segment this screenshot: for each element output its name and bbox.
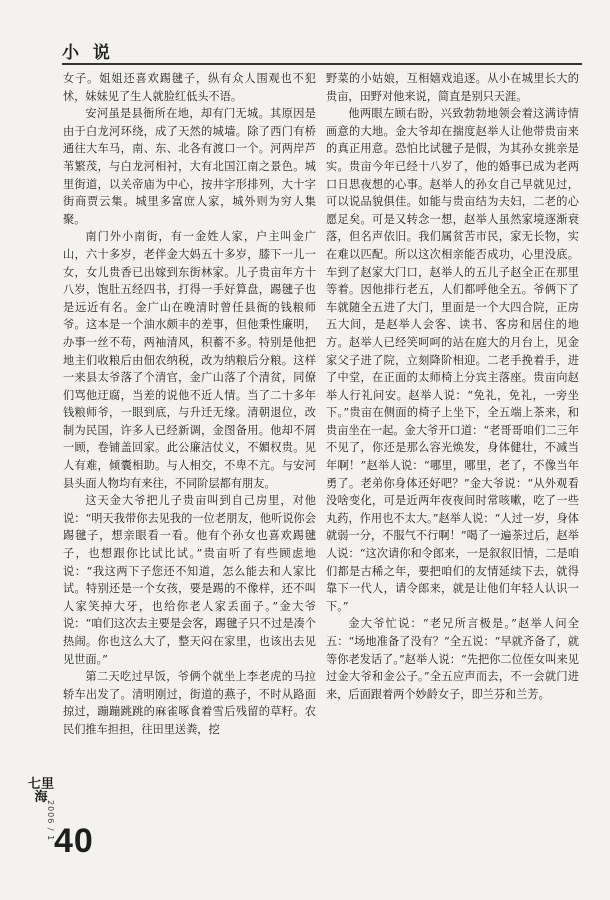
paragraph: 金大爷忙说：“老兄所言极是。”赵举人问全五：“场地准备了没有？”全五说：“早就齐备了，就等你老发话了。”赵举人说：“先把你二位侄女叫来见过金大爷和金公子。”全五应声而去，不一会就门进来，后面跟着两个妙龄女子，即兰芬和兰芳。 — [326, 617, 579, 701]
issue-label: 2006 / 1 — [46, 800, 55, 842]
paragraph: 野菜的小姑娘，互相嬉戏追逐。从小在城里长大的贵亩，田野对他来说，简直是别只天涯。 — [326, 72, 579, 103]
paragraph: 女子。姐姐还喜欢踢毽子，纵有众人围观也不犯怵，妹妹见了生人就脸红低头不语。 — [63, 72, 316, 103]
header-divider — [62, 63, 582, 65]
magazine-brand: 七里海 — [28, 777, 55, 805]
paragraph: 安河虽是县衙所在地，却有门无城。其原因是由于白龙河环绕，成了天然的城墙。除了西门有桥通往大车马，南、东、北各有渡口一个。河两岸芦苇繁茂，与白龙河相衬，大有北国江南之景色。城里街道，以关帝庙为中心，按井字形排列，大十字街商贾云集。城里多富庶人家，城外则为穷人集聚。 — [63, 107, 316, 226]
paragraph: 南门外小南街，有一金姓人家，户主叫金广山，六十多岁，老伴金大妈五十多岁，膝下一儿一女，女儿贵香已出嫁到东街林家。儿子贵亩年方十八岁，饱肚五经四书，打得一手好算盘，踢毽子也是远近有名。金广山在晚清时曾任县衙的钱粮师爷。这本是一个油水颇丰的差事，但他秉性廉明，办事一丝不苟，两袖清风，积蓄不多。特别是他把地主们收粮后由佃农纳税，改为纳粮后分粮。这样一来县太爷落了个清官，金广山落了个清贫，同僚们骂他迂腐，当差的说他不近人情。当了二十多年钱粮师爷，一眼到底，与升迁无缘。清朝退位，改制为民国，许多人已经新调，金图备用。他却不屑一顾，卷铺盖回家。此公廉洁仗义，不媚权贵。见人有难，倾囊相助。与人相交，不卑不亢。与安河县头面人物均有来往，不同阶层都有朋友。 — [63, 230, 316, 490]
section-title: 小 说 — [62, 43, 114, 63]
left-column — [63, 70, 316, 850]
paragraph: 这天金大爷把儿子贵亩叫到自己房里，对他说：“明天我带你去见我的一位老朋友，他听说你会踢毽子，想亲眼看一看。他有个孙女也喜欢踢毽子，也想跟你比试比试。”贵亩听了有些顾虑地说：“我这两下子您还不知道，怎么能去和人家比试。特别还是一个女孩，要是踢的不像样，还不叫人家笑掉大牙，也给你老人家丢面子。”金大爷说：“咱们这次去主要是会客，踢毽子只不过是凑个热闹。你也这么大了，整天闷在家里，也该出去见见世面。” — [63, 494, 316, 666]
paragraph: 第二天吃过早饭，爷俩个就坐上李老虎的马拉轿车出发了。清明刚过，街道的燕子，不时从路面掠过，蹦蹦跳跳的麻雀啄食着雪后残留的草籽。农民们推车担担，往田里送粪，挖 — [63, 670, 316, 736]
paragraph: 他两眼左顾右盼，兴致勃勃地领会着这满诗情画意的大地。金大爷却在揣度赵举人让他带贵亩来的真正用意。恐怕比试毽子是假，为其孙女挑亲是实。贵亩今年已经十八岁了，他的婚事已成为老两口日思夜想的心事。赵举人的孙女自己早就见过，可以说品貌俱佳。如能与贵亩结为夫妇，二老的心愿足矣。可是又转念一想，赵举人虽然家境逐渐衰落，但名声依旧。我们属贫苦市民，家无长物，实在难以匹配。所以这次相亲能否成功，心里没底。车到了赵家大门口，赵举人的五儿子赵全正在那里等着。因他排行老五，人们都呼他全五。爷俩下了车就随全五进了大门，里面是一个大四合院，正房五大间，是赵举人会客、读书、客房和居住的地方。赵举人已经笑呵呵的站在庭大的月台上，见金家父子进了院，立刻降阶相迎。二老手挽着手，进了中堂，在正面的太师椅上分宾主落座。贵亩向赵举人行礼问安。赵举人说：“免礼，免礼，一旁坐下。”贵亩在侧面的椅子上坐下，全五端上茶来，和贵亩坐在一起。金大爷开口道：“老哥哥咱们二三年不见了，你还是那么容光焕发，身体健壮，不减当年啊！”赵举人说：“哪里，哪里，老了，不像当年勇了。老弟你身体还好吧？”金大爷说：“从外观看没啥变化，可是近两年夜夜间时常咳嗽，吃了一些丸药，作用也不太大。”赵举人说：“人过一岁，身体就弱一分，不服气不行啊！”喝了一遍茶过后，赵举人说：“这次请你和令郎来，一是叙叙旧情，二是咱们都是古稀之年，要把咱们的友情延续下去，就得靠下一代人，请令郎来，就是让他们年轻人认识一下。” — [326, 107, 579, 613]
right-column — [326, 70, 579, 850]
page-number: 40 — [54, 822, 94, 860]
